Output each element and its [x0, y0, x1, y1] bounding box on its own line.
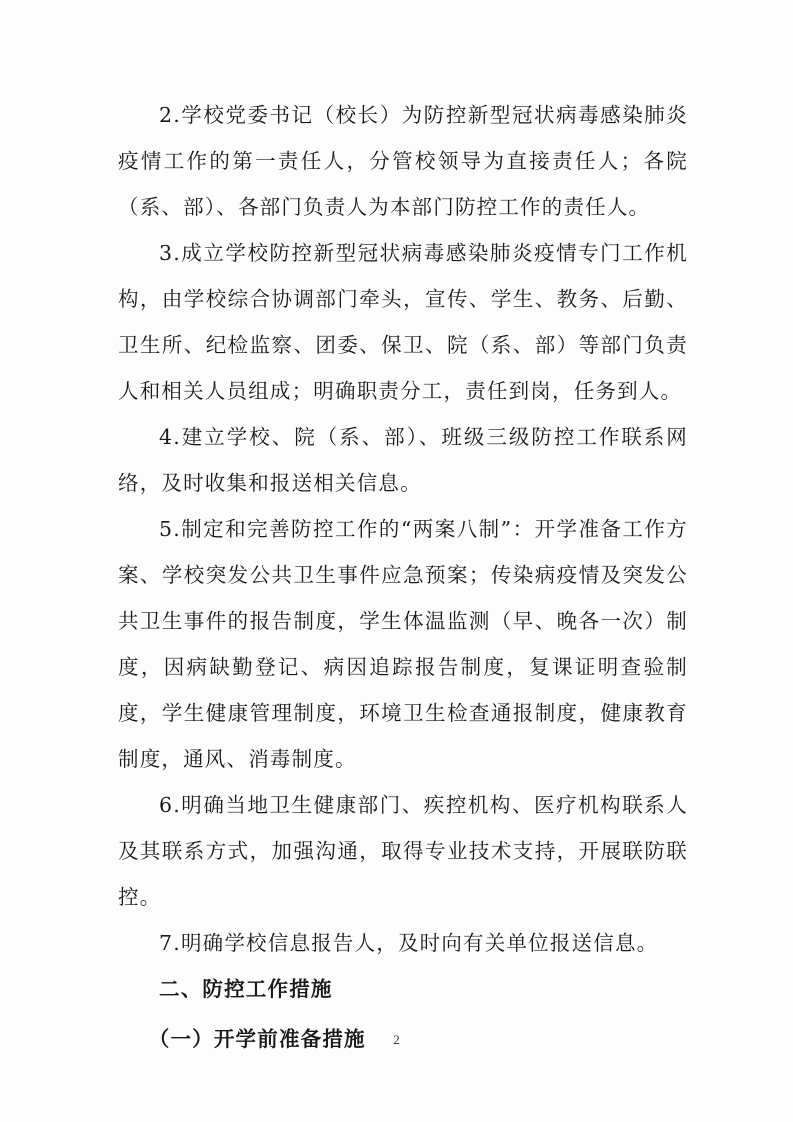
paragraph-item-7: 7.明确学校信息报告人，及时向有关单位报送信息。 [159, 931, 659, 955]
paragraph-item-5: 5.制定和完善防控工作的“两案八制”：开学准备工作方案、学校突发公共卫生事件应急预案；传染病疫情及突发公共卫生事件的报告制度，学生体温监测（早、晚各一次）制度，因病缺勤登记、病因追踪报告制度，复课证明查验制度，学生健康管理制度，环境卫生检查通报制度，健康教育制度，通风、消毒制度。 [118, 517, 688, 771]
page-number: 2 [393, 1032, 400, 1047]
paragraph-item-6: 6.明确当地卫生健康部门、疾控机构、医疗机构联系人及其联系方式，加强沟通，取得专业技术支持，开展联防联控。 [118, 793, 688, 909]
section-heading: 二、防控工作措施 [159, 977, 333, 1001]
subsection-heading: （一）开学前准备措施 [148, 1027, 366, 1051]
paragraph-item-2: 2.学校党委书记（校长）为防控新型冠状病毒感染肺炎疫情工作的第一责任人，分管校领导为直接责任人；各院（系、部）、各部门负责人为本部门防控工作的责任人。 [118, 103, 688, 219]
paragraph-item-4: 4.建立学校、院（系、部）、班级三级防控工作联系网络，及时收集和报送相关信息。 [118, 425, 688, 495]
paragraph-item-3: 3.成立学校防控新型冠状病毒感染肺炎疫情专门工作机构，由学校综合协调部门牵头，宣传、学生、教务、后勤、卫生所、纪检监察、团委、保卫、院（系、部）等部门负责人和相关人员组成；明确职责分工，责任到岗，任务到人。 [118, 241, 688, 403]
document-body [118, 92, 688, 1062]
